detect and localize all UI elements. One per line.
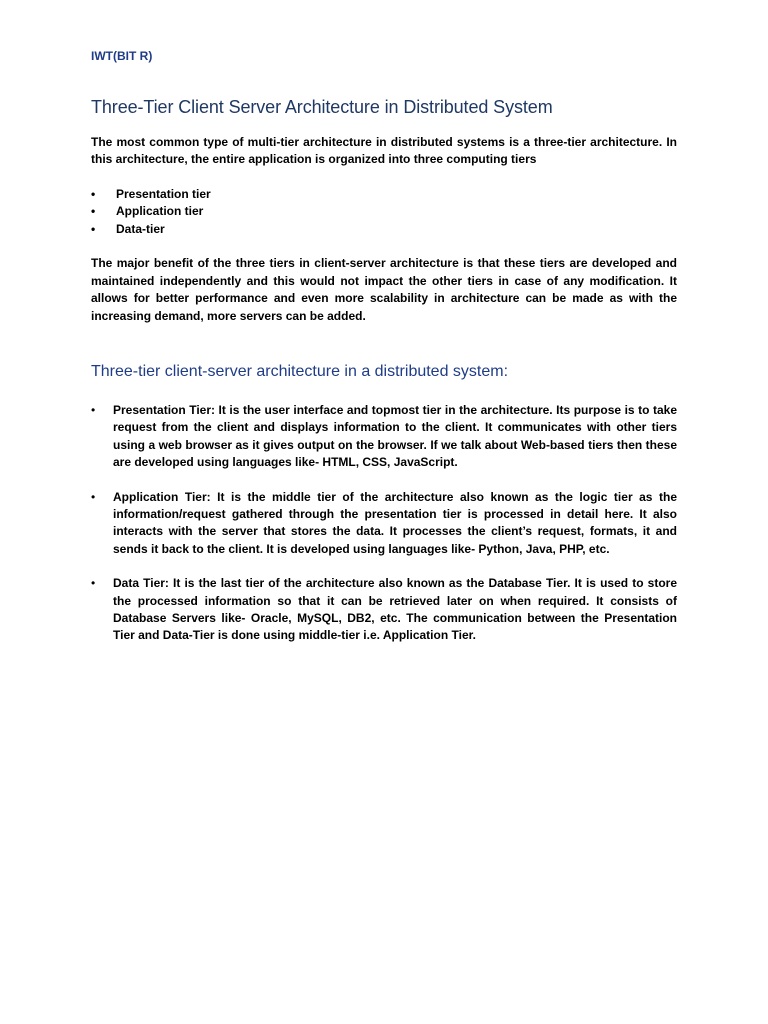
presentation-tier-detail: Presentation Tier: It is the user interface and topmost tier in the architecture. Its purpose is to take request from the client and displays information to the client. It communicates with other tiers using a web browser as it gives output on the browser. If we talk about Web-based tiers then these are developed using languages like- HTML, CSS, JavaScript. [113,402,677,470]
bullet-icon: • [91,204,96,219]
list-item [91,489,677,559]
section-title: Three-tier client-server architecture in a distributed system: [91,362,509,380]
tier-label: Presentation tier [116,186,211,201]
intro-paragraph: The most common type of multi-tier architecture in distributed systems is a three-tier architecture. In this architecture, the entire application is organized into three computing tiers [91,135,677,167]
bullet-icon: • [91,221,96,236]
list-item [91,402,677,472]
bullet-icon: • [91,576,96,591]
bullet-icon: • [91,489,96,504]
bullet-icon: • [91,186,96,201]
data-tier-detail: Data Tier: It is the last tier of the architecture also known as the Database Tier. It is used to store the processed information so that it can be retrieved later on when required. It consists of Database Servers like- Oracle, MySQL, DB2, etc. The communication between the Presentation Tier and Data-Tier is done using middle-tier i.e. Application Tier. [113,576,677,643]
tier-label: Data-tier [116,221,165,236]
list-item [91,186,677,204]
header-label: IWT(BIT R) [91,49,153,63]
tier-label: Application tier [116,204,204,219]
list-item [91,203,677,221]
benefit-paragraph: The major benefit of the three tiers in client-server architecture is that these tiers are developed and maintained independently and this would not impact the other tiers in case of any modification. It allows for better performance and even more scalability in architecture can be made as with the increasing demand, more servers can be added. [91,256,677,323]
list-item [91,575,677,645]
bullet-icon: • [91,402,96,417]
application-tier-detail: Application Tier: It is the middle tier of the architecture also known as the logic tier as the information/request gathered through the presentation tier is processed in detail here. It also interacts with the server that stores the data. It processes the client’s request, formats, it and sends it back to the client. It is developed using languages like- Python, Java, PHP, etc. [113,489,677,556]
tier-list [91,186,677,239]
page-title: Three-Tier Client Server Architecture in Distributed System [91,97,553,117]
list-item [91,221,677,239]
detail-list [91,402,677,645]
